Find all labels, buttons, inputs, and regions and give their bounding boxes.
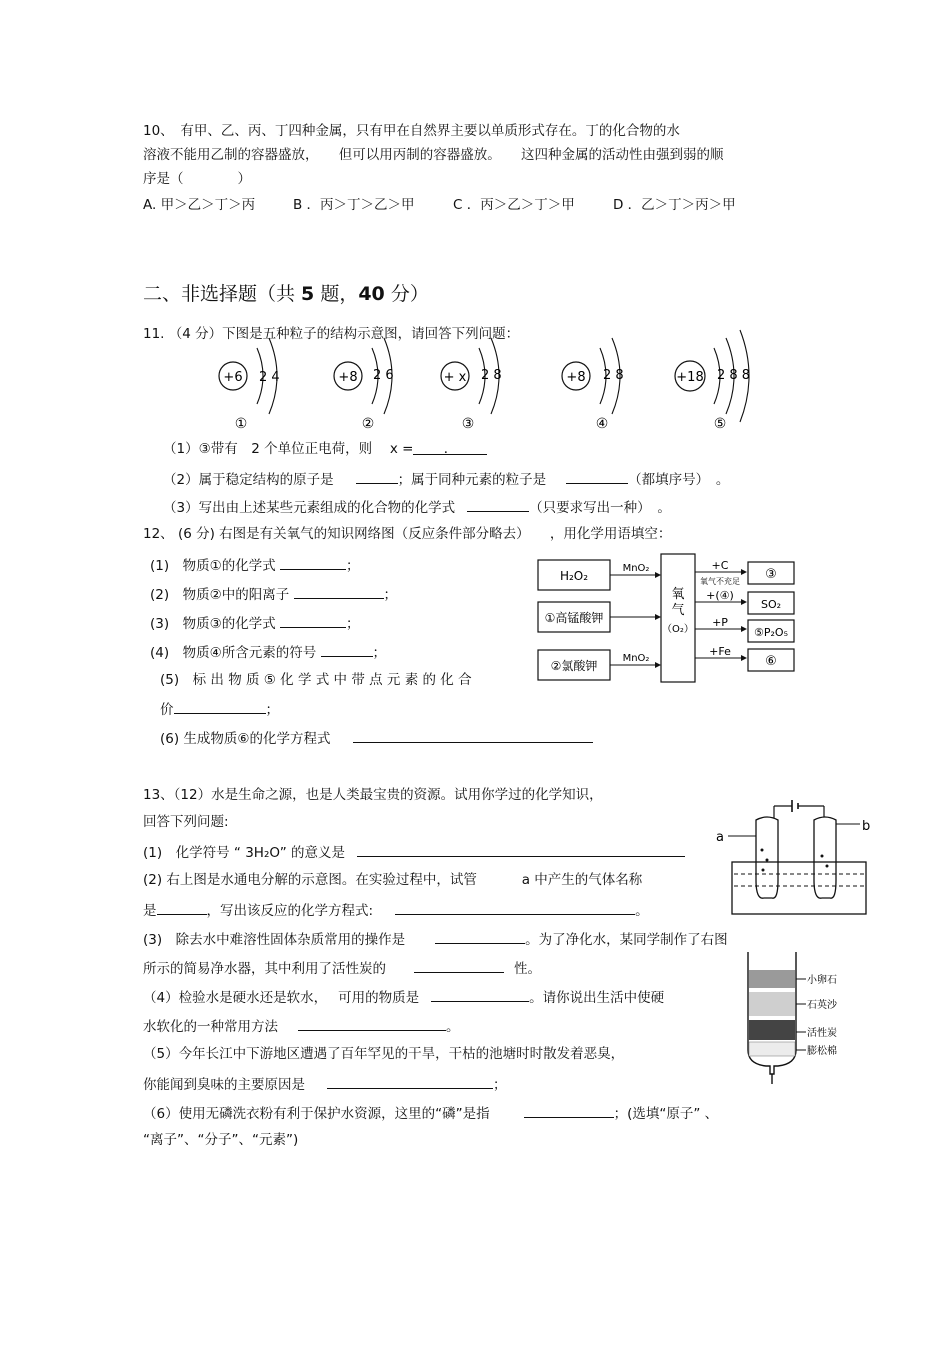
atom-2-label: ② bbox=[361, 416, 375, 432]
q13-part4b: 水软化的一种常用方法 。 bbox=[143, 1016, 460, 1036]
q13-part2b: 是 ，写出该反应的化学方程式: 。 bbox=[143, 900, 649, 920]
atom-2 bbox=[334, 338, 394, 414]
q10-line1: 10、 有甲、乙、丙、丁四种金属，只有甲在自然界主要以单质形式存在。丁的化合物的水 bbox=[143, 123, 680, 139]
atom-4-label: ④ bbox=[595, 416, 609, 432]
diagram-p2o5: ⑤P₂O₅ bbox=[754, 626, 788, 639]
atom-5-label: ⑤ bbox=[713, 416, 727, 432]
diagram-plus-fe: +Fe bbox=[709, 645, 731, 658]
filter-label-pebbles: 小卵石 bbox=[807, 975, 837, 986]
atom-2-shells: 2 6 bbox=[373, 368, 394, 383]
q11-part1: （1）③带有 2 个单位正电荷，则 x = ． bbox=[163, 440, 487, 458]
diagram-plus-c: +C bbox=[711, 559, 729, 572]
electrolysis-label-b: b bbox=[862, 819, 871, 834]
q13-part6b: “离子”、“分子”、“元素”) bbox=[143, 1132, 299, 1148]
diagram-plus-p: +P bbox=[712, 616, 728, 629]
q12-blank6[interactable] bbox=[353, 728, 593, 743]
atom-1-nucleus: +6 bbox=[223, 370, 243, 385]
q12-item6: (6) 生成物质⑥的化学方程式 bbox=[160, 728, 593, 748]
q13-blank-phosphorus[interactable] bbox=[524, 1103, 614, 1118]
q13-part3b: 所示的简易净水器，其中利用了活性炭的 性。 bbox=[143, 958, 541, 978]
q10-option-d: D ．乙＞丁＞丙＞甲 bbox=[613, 197, 736, 213]
diagram-kmno4: ①高锰酸钾 bbox=[544, 611, 604, 625]
atom-4-shells: 2 8 bbox=[603, 368, 624, 383]
atom-3-label: ③ bbox=[461, 416, 475, 432]
filter-sand bbox=[749, 992, 795, 1016]
section-title: 二、非选择题（共 5 题，40 分） bbox=[143, 283, 429, 305]
q13-part5a: （5）今年长江中下游地区遭遇了百年罕见的干旱，干枯的池塘时时散发着恶臭， bbox=[143, 1046, 625, 1062]
q10-option-b: B ．丙＞丁＞乙＞甲 bbox=[293, 197, 415, 213]
diagram-oxygen-1: 氧 bbox=[671, 587, 685, 602]
atom-2-nucleus: +8 bbox=[338, 370, 358, 385]
atom-5 bbox=[675, 330, 750, 422]
q11-blank-formula[interactable] bbox=[467, 497, 529, 512]
q12-item3: (3) 物质③的化学式 ； bbox=[150, 613, 360, 633]
diagram-plus-4: +(④) bbox=[706, 589, 734, 602]
oxygen-network-diagram bbox=[536, 550, 798, 686]
q10-line3: 序是（ ） bbox=[143, 171, 251, 187]
atom-3-shells: 2 8 bbox=[481, 368, 502, 383]
q13-stem2: 回答下列问题: bbox=[143, 814, 229, 830]
q13-part5b: 你能闻到臭味的主要原因是 ； bbox=[143, 1074, 507, 1094]
q13-blank-reason[interactable] bbox=[327, 1074, 493, 1089]
q10-option-a: A. 甲＞乙＞丁＞丙 bbox=[143, 197, 256, 213]
filter-label-sand: 石英沙 bbox=[807, 1000, 837, 1011]
atom-1-shells: 2 4 bbox=[259, 370, 280, 385]
q12-blank4[interactable] bbox=[321, 642, 373, 657]
atom-3-nucleus: + x bbox=[443, 370, 467, 385]
q12-item4: (4) 物质④所含元素的符号 ； bbox=[150, 642, 386, 662]
filter-cotton bbox=[749, 1042, 795, 1056]
q13-part6a: （6）使用无磷洗衣粉有利于保护水资源，这里的“磷”是指 ；(选填“原子” 、 bbox=[143, 1103, 718, 1123]
q12-blank3[interactable] bbox=[280, 613, 346, 628]
q11-blank-stable-atom[interactable] bbox=[356, 469, 398, 484]
q11-blank-x[interactable]: ． bbox=[413, 440, 487, 455]
q12-blank5[interactable] bbox=[174, 699, 266, 714]
q12-item2: (2) 物质②中的阳离子 ； bbox=[150, 584, 397, 604]
atom-5-shells: 2 8 8 bbox=[717, 368, 751, 383]
q13-blank1[interactable] bbox=[357, 842, 685, 857]
diagram-mno2-1: MnO₂ bbox=[622, 563, 650, 574]
q12-blank1[interactable] bbox=[280, 555, 346, 570]
q11-stem: 11. （4 分）下图是五种粒子的结构示意图，请回答下列问题： bbox=[143, 326, 520, 342]
atom-4-nucleus: +8 bbox=[566, 370, 586, 385]
q13-blank-gas[interactable] bbox=[157, 900, 207, 915]
q10-line2: 溶液不能用乙制的容器盛放， 但可以用丙制的容器盛放。 这四种金属的活动性由强到弱的顺 bbox=[143, 147, 724, 163]
water-filter bbox=[742, 946, 862, 1088]
q13-blank-property[interactable] bbox=[414, 958, 504, 973]
q12-blank2[interactable] bbox=[294, 584, 384, 599]
q13-part3a: (3) 除去水中难溶性固体杂质常用的操作是 。为了净化水，某同学制作了右图 bbox=[143, 929, 728, 949]
electrolysis-label-a: a bbox=[716, 830, 724, 845]
q10-option-c: C ．丙＞乙＞丁＞甲 bbox=[453, 197, 575, 213]
diagram-oxygen-3: （O₂） bbox=[662, 624, 694, 635]
electrolysis-apparatus bbox=[712, 790, 874, 920]
diagram-so2: SO₂ bbox=[760, 598, 782, 611]
q11-part2: （2）属于稳定结构的原子是 ；属于同种元素的粒子是 （都填序号） 。 bbox=[163, 469, 729, 489]
q13-stem1: 13、（12）水是生命之源，也是人类最宝贵的资源。试用你学过的化学知识， bbox=[143, 787, 603, 803]
q12-item5a: (5) 标 出 物 质 ⑤ 化 学 式 中 带 点 元 素 的 化 合 bbox=[160, 672, 472, 688]
q13-blank-reagent[interactable] bbox=[431, 987, 529, 1002]
q13-blank-operation[interactable] bbox=[435, 929, 525, 944]
diagram-box-3: ③ bbox=[765, 567, 777, 582]
filter-label-cotton: 膨松棉 bbox=[807, 1046, 837, 1057]
q13-blank-equation[interactable] bbox=[395, 900, 635, 915]
diagram-kclo3: ②氯酸钾 bbox=[550, 659, 598, 673]
diagram-oxygen-2: 气 bbox=[671, 603, 685, 618]
q13-part2a: (2) 右上图是水通电分解的示意图。在实验过程中，试管 a 中产生的气体名称 bbox=[143, 872, 643, 888]
filter-carbon bbox=[749, 1020, 795, 1040]
diagram-note: 氧气不充足 bbox=[700, 577, 740, 586]
q12-item5b: 价 ； bbox=[160, 699, 279, 719]
atom-3 bbox=[441, 338, 502, 414]
q13-part4a: （4）检验水是硬水还是软水， 可用的物质是 。请你说出生活中使硬 bbox=[143, 987, 664, 1007]
atom-1-label: ① bbox=[234, 416, 248, 432]
q12-stem: 12、 (6 分) 右图是有关氧气的知识网络图（反应条件部分略去） ，用化学用语填空： bbox=[143, 526, 672, 542]
diagram-h2o2: H₂O₂ bbox=[559, 569, 589, 583]
q11-part3: （3）写出由上述某些元素组成的化合物的化学式 （只要求写出一种） 。 bbox=[163, 497, 671, 517]
atom-5-nucleus: +18 bbox=[676, 370, 704, 385]
diagram-mno2-2: MnO₂ bbox=[622, 653, 650, 664]
q13-blank-method[interactable] bbox=[298, 1016, 446, 1031]
diagram-box-6: ⑥ bbox=[765, 654, 777, 669]
q12-item1: (1) 物质①的化学式 ； bbox=[150, 555, 360, 575]
atom-structure-figure bbox=[205, 326, 785, 436]
q11-blank-same-element[interactable] bbox=[566, 469, 628, 484]
filter-pebbles bbox=[749, 970, 795, 988]
filter-label-carbon: 活性炭 bbox=[807, 1028, 837, 1039]
atom-4 bbox=[562, 338, 624, 414]
q13-part1: (1) 化学符号 “ 3H₂O” 的意义是 bbox=[143, 842, 685, 862]
atom-1 bbox=[219, 338, 280, 414]
